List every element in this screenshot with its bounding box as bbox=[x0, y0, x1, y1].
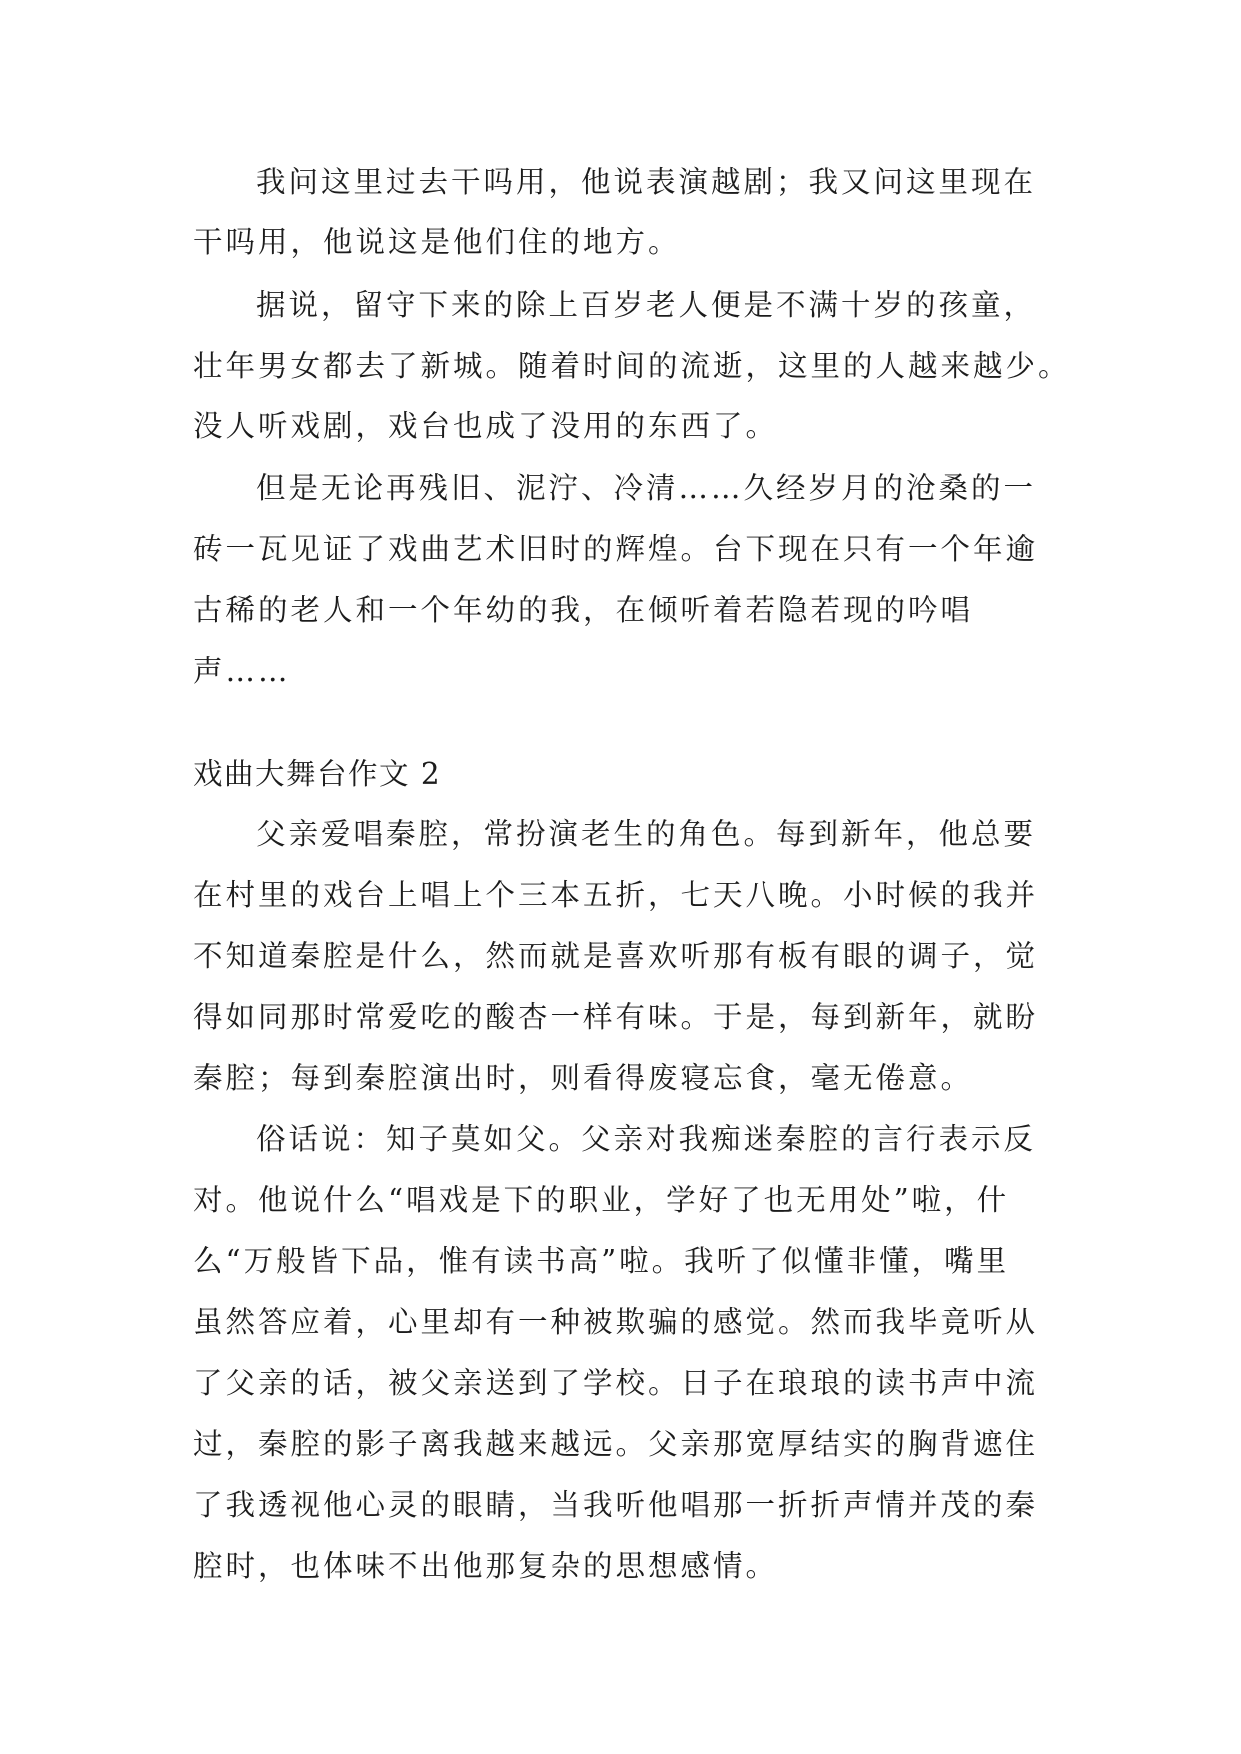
paragraph-line: 腔时，也体味不出他那复杂的思想感情。 bbox=[193, 1549, 779, 1583]
paragraph-line: 没人听戏剧，戏台也成了没用的东西了。 bbox=[193, 409, 779, 443]
paragraph-line: 古稀的老人和一个年幼的我，在倾听着若隐若现的吟唱 bbox=[193, 593, 974, 627]
paragraph-line: 了我透视他心灵的眼睛，当我听他唱那一折折声情并茂的秦 bbox=[193, 1488, 1039, 1522]
paragraph-line: 过，秦腔的影子离我越来越远。父亲那宽厚结实的胸背遮住 bbox=[193, 1427, 1039, 1461]
paragraph-line: 干吗用，他说这是他们住的地方。 bbox=[193, 225, 681, 259]
essay-heading: 戏曲大舞台作文 2 bbox=[193, 757, 442, 791]
paragraph-line: 得如同那时常爱吃的酸杏一样有味。于是，每到新年，就盼 bbox=[193, 1000, 1039, 1034]
paragraph-line: 壮年男女都去了新城。随着时间的流逝，这里的人越来越少。 bbox=[193, 349, 1071, 383]
paragraph-line: 虽然答应着，心里却有一种被欺骗的感觉。然而我毕竟听从 bbox=[193, 1305, 1039, 1339]
paragraph-line: 对。他说什么“唱戏是下的职业，学好了也无用处”啦，什 bbox=[193, 1183, 1010, 1217]
paragraph-line: 父亲爱唱秦腔，常扮演老生的角色。每到新年，他总要 bbox=[256, 817, 1037, 851]
paragraph-line: 砖一瓦见证了戏曲艺术旧时的辉煌。台下现在只有一个年逾 bbox=[193, 532, 1039, 566]
paragraph-line: 在村里的戏台上唱上个三本五折，七天八晚。小时候的我并 bbox=[193, 878, 1039, 912]
paragraph-line: 么“万般皆下品，惟有读书高”啦。我听了似懂非懂，嘴里 bbox=[193, 1244, 1010, 1278]
paragraph-line: 声…… bbox=[193, 654, 291, 688]
paragraph-line: 不知道秦腔是什么，然而就是喜欢听那有板有眼的调子，觉 bbox=[193, 939, 1039, 973]
paragraph-line: 我问这里过去干吗用，他说表演越剧；我又问这里现在 bbox=[256, 165, 1037, 199]
paragraph-line: 俗话说：知子莫如父。父亲对我痴迷秦腔的言行表示反 bbox=[256, 1122, 1037, 1156]
paragraph-line: 了父亲的话，被父亲送到了学校。日子在琅琅的读书声中流 bbox=[193, 1366, 1039, 1400]
paragraph-line: 但是无论再残旧、泥泞、冷清……久经岁月的沧桑的一 bbox=[256, 471, 1037, 505]
paragraph-line: 秦腔；每到秦腔演出时，则看得废寝忘食，毫无倦意。 bbox=[193, 1061, 974, 1095]
paragraph-line: 据说，留守下来的除上百岁老人便是不满十岁的孩童， bbox=[256, 288, 1037, 322]
